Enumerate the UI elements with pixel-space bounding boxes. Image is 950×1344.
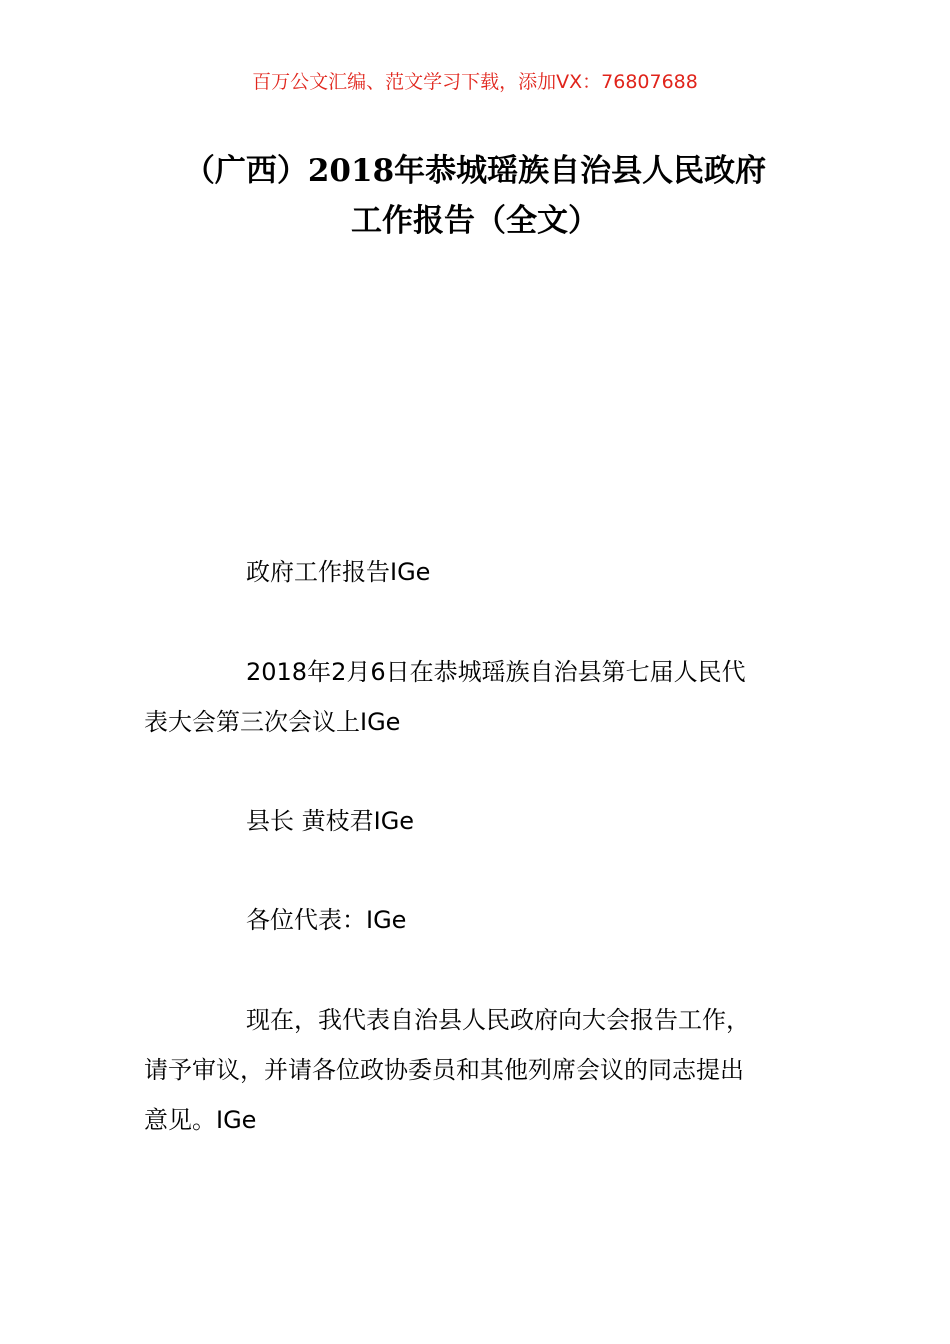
document-title-line-1: （广西）2018年恭城瑶族自治县人民政府 <box>183 153 767 189</box>
document-title-line-2: 工作报告（全文） <box>351 203 599 239</box>
paragraph-line <box>144 995 824 1045</box>
paragraph-line <box>144 647 824 697</box>
header-note: 百万公文汇编、范文学习下载，添加VX：76807688 <box>252 71 698 93</box>
paragraph-line: 意见。IGe <box>144 1106 257 1134</box>
paragraph-opening <box>144 995 824 1145</box>
paragraph-line: 表大会第三次会议上IGe <box>144 708 401 736</box>
paragraph-text: 现在，我代表自治县人民政府向大会报告工作， <box>246 1006 750 1034</box>
paragraph-report-label <box>144 547 824 597</box>
paragraph-line: 请予审议，并请各位政协委员和其他列席会议的同志提出 <box>144 1056 744 1084</box>
paragraph-text: 县长 黄枝君IGe <box>246 807 415 835</box>
paragraph-text: 各位代表：IGe <box>246 906 407 934</box>
paragraph-speaker <box>144 796 824 846</box>
paragraph-text: 政府工作报告IGe <box>246 558 431 586</box>
paragraph-meeting-info <box>144 647 824 747</box>
paragraph-text: 2018年2月6日在恭城瑶族自治县第七届人民代 <box>246 658 746 686</box>
paragraph-salutation <box>144 895 824 945</box>
